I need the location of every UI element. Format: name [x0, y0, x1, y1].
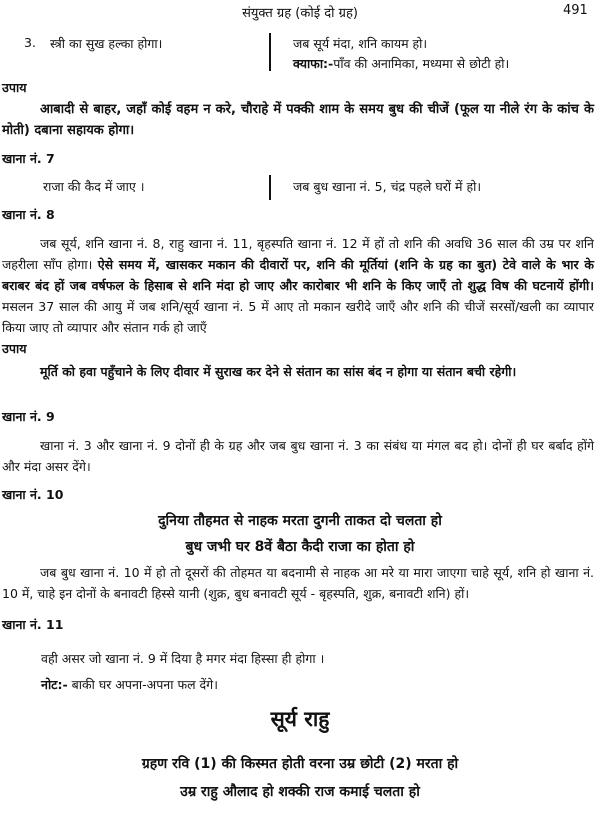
khana-7-right: जब बुध खाना नं. 5, चंद्र पहले घरों में हो। — [293, 179, 482, 194]
heading-upay-1: उपाय — [2, 80, 27, 95]
couplet-line: बुध जभी घर 8वें बैठा कैदी राजा का होता हो — [185, 539, 415, 555]
upay-1-text: आबादी से बाहर, जहाँ कोई वहम न करे, चौराहे में पक्की शाम के समय बुध की चीजें (फूल या नीले रंग के कांच के मोती) दबाना सहायक होगा। — [2, 102, 594, 138]
khana-8-text-1: जब सूर्य, शनि खाना नं. 8, राहु खाना नं. 11, बृहस्पति खाना नं. 12 में हों तो शनि की अवधि 36 साल की उम्र पर शनि जहरीला साँप होगा। — [2, 236, 594, 272]
upay-2-text: मूर्ति को हवा पहुँचाने के लिए दीवार में सुराख कर देने से संतान का सांस बंद न होगा या संतान बची रहेगी। — [40, 364, 517, 379]
khana-8-text — [2, 233, 594, 338]
couplet-line: ग्रहण रवि (1) की किस्मत होती वरना उम्र छोटी (2) मरता हो — [141, 756, 459, 772]
row-left: स्त्री का सुख हल्का होगा। — [50, 36, 163, 51]
header-title: संयुक्त ग्रह (कोई दो ग्रह) — [242, 6, 358, 21]
page-number: 491 — [563, 3, 588, 18]
note-label: नोट:- — [41, 677, 68, 692]
khana-11-text: वही असर जो खाना नं. 9 में दिया है मगर मंदा हिस्सा ही होगा । — [41, 651, 325, 666]
heading-upay-2: उपाय — [2, 341, 27, 356]
note-text: बाकी घर अपना-अपना फल देंगे। — [67, 677, 218, 692]
khana-7-left: राजा की कैद में जाए । — [43, 179, 145, 194]
section-title: सूर्य राहु — [270, 707, 330, 731]
row-right-1: जब सूर्य मंदा, शनि कायम हो। — [293, 36, 428, 51]
heading-khana-9: खाना नं. 9 — [2, 409, 55, 424]
couplet-line: दुनिया तौहमत से नाहक मरता दुगनी ताकत दो चलता हो — [158, 513, 442, 529]
khana-8-text-3: मसलन 37 साल की आयु में जब शनि/सूर्य खाना नं. 5 में आए तो मकान खरीदे जाएँ और शनि की चीजें सरसों/खली का व्यापार किया जाए तो व्यापार और संतान गर्क हो जाएँ — [2, 299, 594, 335]
heading-khana-8: खाना नं. 8 — [2, 207, 55, 222]
divider — [269, 175, 271, 200]
row-right-2 — [293, 55, 509, 72]
kyafa-label: क्याफा:- — [293, 56, 334, 71]
heading-khana-10: खाना नं. 10 — [2, 487, 64, 502]
note — [41, 676, 218, 693]
heading-khana-11: खाना नं. 11 — [2, 617, 64, 632]
item-number: 3. — [24, 35, 36, 50]
heading-khana-7: खाना नं. 7 — [2, 151, 55, 166]
khana-9-text: खाना नं. 3 और खाना नं. 9 दोनों ही के ग्रह और जब बुध खाना नं. 3 का संबंध या मंगल बद हो। दोनों ही घर बर्बाद होंगे और मंदा असर देंगे। — [2, 438, 594, 474]
divider — [269, 33, 271, 71]
khana-8-text-bold: ऐसे समय में, खासकर मकान की दीवारों पर, शनि की मूर्तियां (शनि के ग्रह का बुत) टेवे वाले के भार के बराबर बंद हों जब वर्षफल के हिसाब से शनि मंदा हो जाए और कारोबार भी शनि के किए जाएँ तो शुद्ध विष की घटनायें होंगी। — [2, 257, 594, 293]
couplet-line: उम्र राहु औलाद हो शक्की राज कमाई चलता हो — [180, 784, 420, 800]
kyafa-text: पाँव की अनामिका, मध्यमा से छोटी हो। — [333, 56, 510, 71]
khana-10-text: जब बुध खाना नं. 10 में हो तो दूसरों की तोहमत या बदनामी से नाहक आ मरे या मारा जाएगा चाहे सूर्य, शनि हो खाना नं. 10 में, चाहे इन दोनों के बनावटी हिस्से यानी (शुक्र, बुध बनावटी सूर्य - बृहस्पति, शुक्र, बनावटी शनि) हों। — [2, 565, 594, 601]
